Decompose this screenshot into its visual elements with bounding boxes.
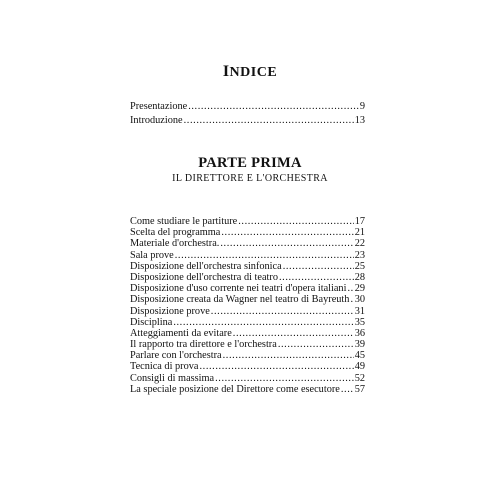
toc-entry-page: 22 (354, 238, 365, 250)
dot-leader (221, 227, 353, 238)
toc-entry-page: 25 (354, 260, 365, 272)
toc-entry (130, 317, 365, 328)
toc-entry-page: 39 (354, 339, 365, 351)
toc-entry-label: Disposizione creata da Wagner nel teatro di Bayreuth (130, 294, 350, 306)
toc-entry-page: 36 (354, 327, 365, 339)
toc-entry-page: 28 (354, 271, 365, 283)
dot-leader (223, 350, 354, 361)
toc-entry-label: Come studiare le partiture (130, 216, 238, 227)
index-title-initial: I (222, 63, 230, 80)
toc-entry-page: 29 (354, 283, 365, 295)
toc-entry-page: 31 (354, 305, 365, 317)
toc-entry-label: Consigli di massima (130, 372, 215, 384)
toc-entry (130, 294, 365, 305)
dot-leader (199, 361, 353, 372)
toc-entry-page: 17 (354, 216, 365, 227)
toc-entry-page: 9 (359, 101, 365, 112)
toc-entry-label: Tecnica di prova (130, 361, 199, 373)
front-matter-list (130, 100, 365, 128)
dot-leader (350, 294, 353, 305)
toc-entry (130, 250, 365, 261)
toc-entry-page: 45 (354, 350, 365, 362)
dot-leader (220, 238, 353, 249)
dot-leader (238, 216, 353, 227)
toc-entry-page: 30 (354, 294, 365, 306)
dot-leader (173, 317, 353, 328)
toc-entry (130, 216, 365, 227)
dot-leader (347, 283, 353, 294)
toc-entry-label: Introduzione (130, 115, 183, 126)
toc-entry-label: Scelta del programma (130, 227, 221, 239)
toc-entry-label: Sala prove (130, 249, 174, 261)
chapter-list (130, 216, 365, 395)
toc-entry-page: 49 (354, 361, 365, 373)
toc-entry (130, 328, 365, 339)
part-subtitle: IL DIRETTORE E L'ORCHESTRA (172, 173, 328, 184)
toc-entry-page: 52 (354, 372, 365, 384)
dot-leader (279, 272, 354, 283)
dot-leader (188, 100, 359, 114)
toc-entry-label: Il rapporto tra direttore e l'orchestra (130, 339, 277, 351)
toc-entry-page: 13 (354, 115, 365, 126)
dot-leader (341, 384, 354, 395)
dot-leader (233, 328, 354, 339)
toc-entry (130, 238, 365, 249)
toc-entry (130, 227, 365, 238)
dot-leader (184, 114, 354, 128)
toc-entry-label: Atteggiamenti da evitare (130, 327, 232, 339)
dot-leader (211, 306, 354, 317)
toc-entry-page: 35 (354, 316, 365, 328)
toc-entry-label: La speciale posizione del Direttore come esecutore (130, 383, 340, 395)
toc-entry-label: Disposizione d'uso corrente nei teatri d'opera italiani (130, 283, 347, 295)
part-title: PARTE PRIMA (198, 155, 302, 171)
toc-entry-label: Parlare con l'orchestra (130, 350, 222, 362)
dot-leader (215, 373, 354, 384)
toc-entry (130, 272, 365, 283)
toc-entry (130, 373, 365, 384)
toc-entry-page: 23 (354, 249, 365, 261)
toc-entry (130, 261, 365, 272)
toc-entry-page: 21 (354, 227, 365, 239)
toc-entry-label: Presentazione (130, 101, 188, 112)
dot-leader (278, 339, 354, 350)
dot-leader (175, 250, 354, 261)
toc-entry (130, 306, 365, 317)
toc-entry-label: Disposizione dell'orchestra sinfonica (130, 260, 282, 272)
toc-entry (130, 350, 365, 361)
toc-entry (130, 361, 365, 372)
dot-leader (283, 261, 354, 272)
toc-entry (130, 339, 365, 350)
toc-entry-label: Disposizione prove (130, 305, 210, 317)
toc-entry-label: Disciplina (130, 316, 173, 328)
index-title-rest: NDICE (229, 65, 278, 80)
toc-entry (130, 283, 365, 294)
toc-entry (130, 114, 365, 128)
toc-entry-label: Materiale d'orchestra. (130, 238, 220, 250)
toc-entry-page: 57 (354, 383, 365, 395)
index-title (0, 63, 500, 81)
toc-entry (130, 100, 365, 114)
toc-entry (130, 384, 365, 395)
toc-entry-label: Disposizione dell'orchestra di teatro (130, 271, 278, 283)
